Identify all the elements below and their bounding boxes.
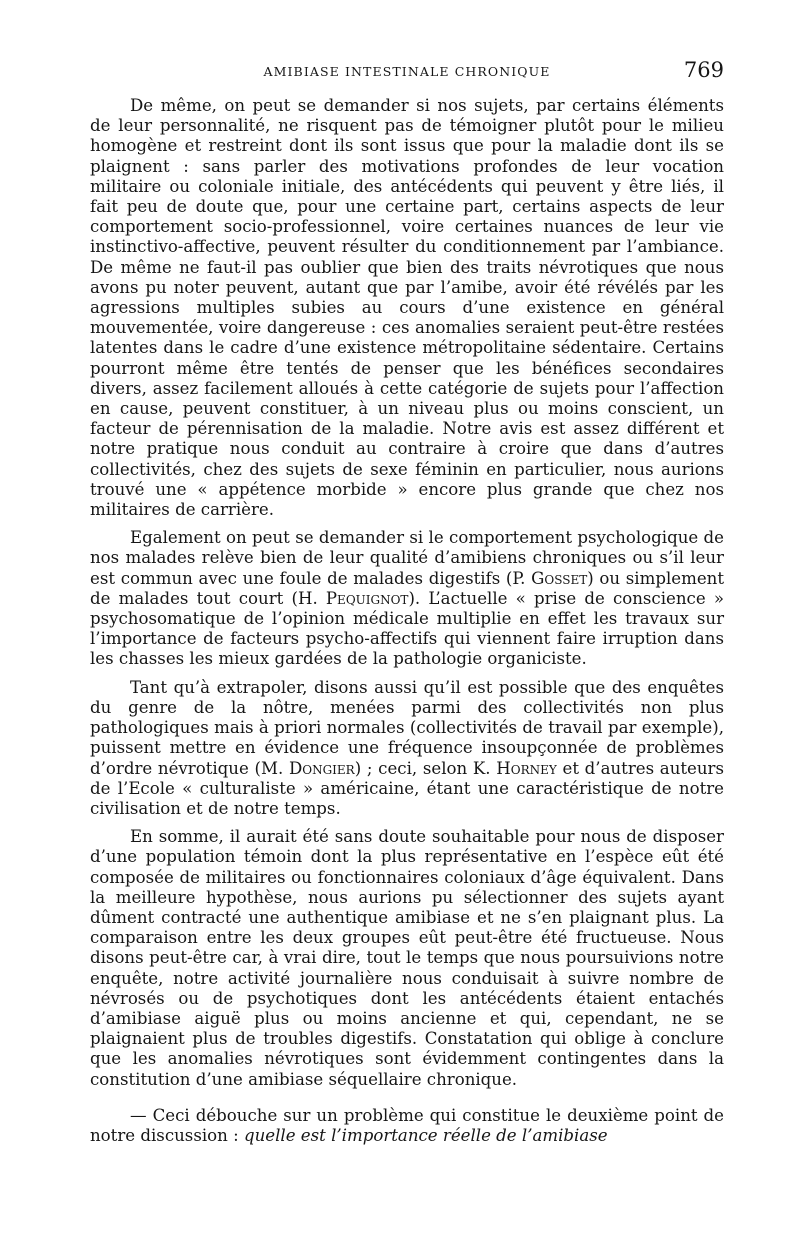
paragraph-3-part-c: et d’autres auteurs de l’Ecole « culturaliste » américaine, étant une caractéristique de notre civilisation et de notre temps. [90, 758, 725, 818]
paragraph-1: De même, on peut se demander si nos sujets, par certains éléments de leur personnalité, ne risquent pas de témoigner plutôt pour le milieu homogène et restreint dont ils sont issus que pour la maladie dont ils se plaignent : sans parler des motivations profondes de leur vocation militaire ou coloniale initiale, des antécédents qui peuvent y être liés, il fait peu de doute que, pour une certaine part, certains aspects de leur comportement socio-professionnel, voire certaines nuances de leur vie instinctivo-affective, peuvent résulter du conditionnement par l’ambiance. De même ne faut-il pas oublier que bien des traits névrotiques que nous avons pu noter peuvent, autant que par l’amibe, avoir été révélés par les agressions multiples subies au cours d’une existence en général mouvementée, voire dangereuse : ces anomalies seraient peut-être restées latentes dans le cadre d’une existence métropolitaine sédentaire. Certains pourront même être tentés de penser que les bénéfices secondaires divers, assez facilement alloués à cette catégorie de sujets pour l’affection en cause, peuvent constituer, à un niveau plus ou moins conscient, un facteur de pérennisation de la maladie. Notre avis est assez différent et notre pratique nous conduit au contraire à croire que dans d’autres collectivités, chez des sujets de sexe féminin en particulier, nous aurions trouvé une « appétence morbide » encore plus grande que chez nos militaires de carrière. [90, 96, 724, 520]
paragraph-2 [90, 528, 724, 669]
paragraph-2-part-c: ). L’actuelle « prise de conscience » psychosomatique de l’opinion médicale multiplie en effet les travaux sur l’importance de facteurs psycho-affectifs qui viennent faire irruption dans les chasses les mieux gardées de la pathologie organiciste. [90, 588, 724, 669]
author-dongier: Dongier [288, 758, 355, 778]
paragraph-5-part-a: — Ceci débouche sur un problème qui constitue le deuxième point de notre discussion : [90, 1105, 724, 1145]
paragraph-3 [90, 678, 724, 819]
paragraph-2-part-a: Egalement on peut se demander si le comportement psychologique de nos malades relève bien de leur qualité d’amibiens chroniques ou s’il leur est commun avec une foule de malades digestifs (P. [90, 528, 724, 588]
paragraph-3-part-a: Tant qu’à extrapoler, disons aussi qu’il est possible que des enquêtes du genre de la nôtre, menées parmi des collectivités non plus pathologiques mais à priori normales (collectivités de travail par exemple), puissent mettre en évidence une fréquence insoupçonnée de problèmes d’ordre névrotique (M. [90, 677, 724, 778]
page-number: 769 [683, 58, 724, 82]
author-horney: Horney [496, 758, 557, 778]
running-title: AMIBIASE INTESTINALE CHRONIQUE [263, 64, 551, 79]
paragraph-4: En somme, il aurait été sans doute souhaitable pour nous de disposer d’une population témoin dont la plus représentative en l’espèce eût été composée de militaires ou fonctionnaires coloniaux d’âge équivalent. Dans la meilleure hypothèse, nous aurions pu sélectionner des sujets ayant dûment contracté une authentique amibiase et ne s’en plaignant plus. La comparaison entre les deux groupes eût peut-être été fructueuse. Nous disons peut-être car, à vrai dire, tout le temps que nous poursuivions notre enquête, notre activité journalière nous conduisait à suivre nombre de névrosés ou de psychotiques dont les antécédents étaient entachés d’amibiase aiguë plus ou moins ancienne et qui, cependant, ne se plaignaient plus de troubles digestifs. Constatation qui oblige à conclure que les anomalies névrotiques sont évidemment contingentes dans la constitution d’une amibiase séquellaire chronique. [90, 827, 724, 1089]
paragraph-5-italic: quelle est l’importance réelle de l’amibiase [243, 1125, 608, 1145]
author-pequignot: Pequignot [325, 588, 409, 608]
paragraph-3-part-b: ) ; ceci, selon K. [354, 758, 497, 778]
author-gosset: Gosset [531, 568, 588, 588]
paragraph-5 [90, 1106, 724, 1146]
running-head [90, 58, 724, 84]
body-text [90, 96, 724, 1146]
paragraph-2-part-b: ) ou simplement de malades tout court (H. [90, 568, 724, 608]
